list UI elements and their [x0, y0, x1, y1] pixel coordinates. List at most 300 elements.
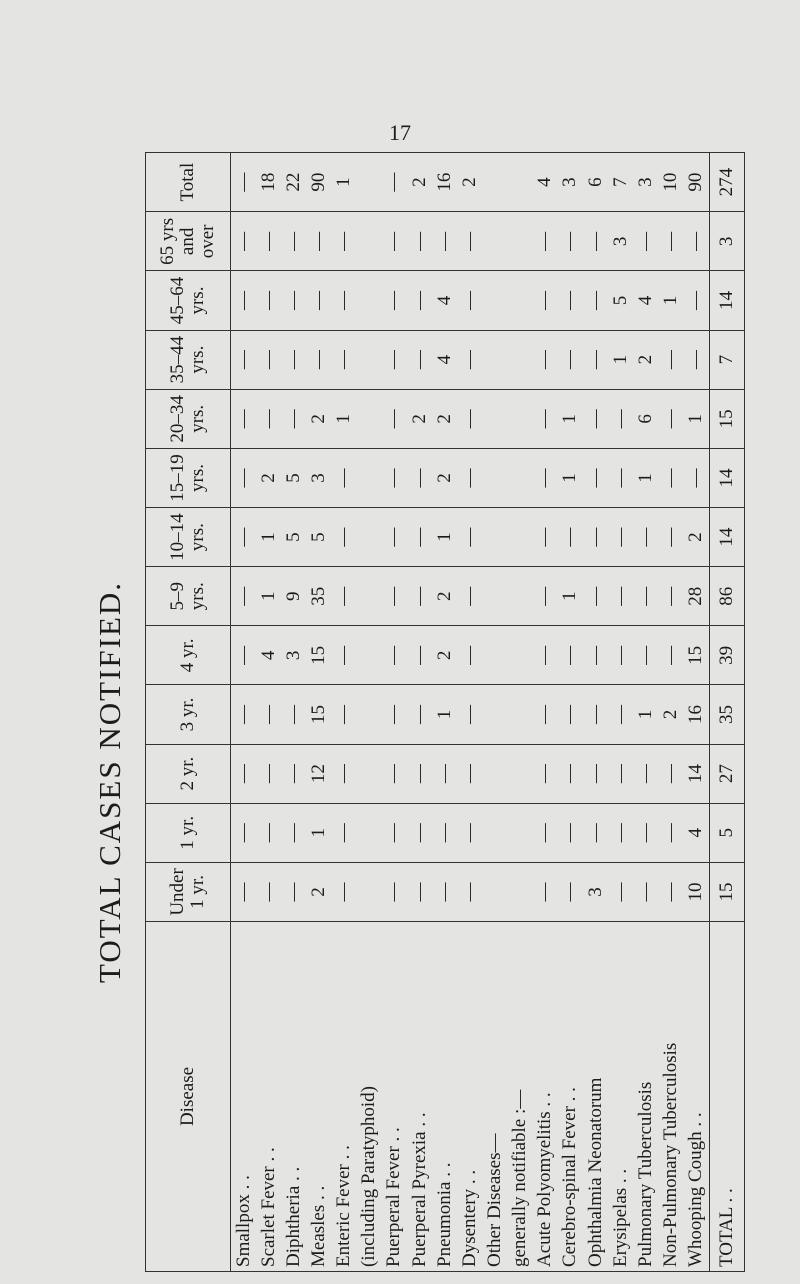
table-row [256, 153, 281, 1272]
count-cell [482, 508, 507, 567]
count-cell: — [658, 212, 683, 271]
count-cell: 10 [658, 153, 683, 212]
count-cell [357, 744, 382, 803]
count-cell: — [583, 685, 608, 744]
count-cell: 4 [533, 153, 558, 212]
count-cell: — [457, 448, 482, 507]
count-cell: — [382, 862, 407, 921]
count-cell: — [281, 803, 306, 862]
count-cell [357, 389, 382, 448]
count-cell: 28 [684, 567, 710, 626]
count-cell: 3 [558, 153, 583, 212]
count-cell: 5 [281, 448, 306, 507]
count-cell [508, 448, 533, 507]
count-cell: 2 [407, 389, 432, 448]
count-cell: 14 [709, 508, 744, 567]
count-cell: — [382, 744, 407, 803]
count-cell: — [231, 508, 257, 567]
count-cell: — [558, 271, 583, 330]
count-cell: — [306, 330, 331, 389]
count-cell: 3 [281, 626, 306, 685]
count-cell [508, 508, 533, 567]
count-cell: — [658, 626, 683, 685]
count-cell: — [382, 803, 407, 862]
count-cell: 2 [306, 862, 331, 921]
count-cell: 2 [633, 330, 658, 389]
count-cell: 1 [332, 389, 357, 448]
count-cell: — [407, 271, 432, 330]
count-cell [508, 212, 533, 271]
count-cell: — [407, 330, 432, 389]
count-cell: 6 [633, 389, 658, 448]
count-cell: — [231, 271, 257, 330]
count-cell: 2 [306, 389, 331, 448]
table-row [306, 153, 331, 1272]
count-cell: — [407, 685, 432, 744]
count-cell: — [256, 803, 281, 862]
count-cell: 2 [432, 448, 457, 507]
table-row [608, 153, 633, 1272]
count-cell: 1 [633, 448, 658, 507]
count-cell: — [608, 567, 633, 626]
count-cell: — [633, 508, 658, 567]
count-cell: — [306, 271, 331, 330]
page-title: TOTAL CASES NOTIFIED. [92, 580, 127, 984]
count-cell: 5 [608, 271, 633, 330]
count-cell: 4 [633, 271, 658, 330]
count-cell: — [583, 389, 608, 448]
count-cell [357, 212, 382, 271]
count-cell: — [231, 212, 257, 271]
count-cell: — [231, 744, 257, 803]
count-cell: — [633, 212, 658, 271]
header-cell: 5–9 yrs. [146, 567, 231, 626]
count-cell: — [608, 508, 633, 567]
count-cell: — [583, 271, 608, 330]
count-cell: — [608, 626, 633, 685]
count-cell: — [658, 448, 683, 507]
count-cell: — [608, 803, 633, 862]
count-cell: — [256, 685, 281, 744]
disease-name: Measles . . [306, 922, 331, 1272]
count-cell: — [432, 212, 457, 271]
header-cell: Total [146, 153, 231, 212]
count-cell [482, 389, 507, 448]
count-cell: — [332, 567, 357, 626]
count-cell: 4 [684, 803, 710, 862]
count-cell: — [256, 271, 281, 330]
count-cell: — [382, 271, 407, 330]
count-cell: 1 [608, 330, 633, 389]
count-cell: — [583, 567, 608, 626]
count-cell: 86 [709, 567, 744, 626]
count-cell: 15 [709, 389, 744, 448]
count-cell: — [558, 626, 583, 685]
count-cell [482, 744, 507, 803]
count-cell: 3 [633, 153, 658, 212]
count-cell: — [658, 508, 683, 567]
count-cell: — [583, 626, 608, 685]
table-row [658, 153, 683, 1272]
count-cell: — [332, 271, 357, 330]
count-cell: 5 [709, 803, 744, 862]
count-cell: — [558, 862, 583, 921]
count-cell: 9 [281, 567, 306, 626]
count-cell: 4 [432, 271, 457, 330]
table-row [457, 153, 482, 1272]
count-cell: — [684, 448, 710, 507]
table-row [382, 153, 407, 1272]
count-cell: 1 [332, 153, 357, 212]
table-row [583, 153, 608, 1272]
count-cell: 2 [658, 685, 683, 744]
count-cell: 1 [633, 685, 658, 744]
header-cell: 45–64 yrs. [146, 271, 231, 330]
count-cell: 2 [684, 508, 710, 567]
count-cell [482, 685, 507, 744]
disease-name: Enteric Fever . . [332, 922, 357, 1272]
count-cell [357, 153, 382, 212]
count-cell [357, 508, 382, 567]
count-cell: — [231, 389, 257, 448]
disease-name: TOTAL . . [709, 922, 744, 1272]
header-cell: 2 yr. [146, 744, 231, 803]
count-cell: 15 [684, 626, 710, 685]
count-cell: — [382, 330, 407, 389]
header-cell: 3 yr. [146, 685, 231, 744]
count-cell: 1 [306, 803, 331, 862]
count-cell: — [231, 448, 257, 507]
count-cell: — [382, 212, 407, 271]
disease-name: Dysentery . . [457, 922, 482, 1272]
count-cell: 6 [583, 153, 608, 212]
count-cell: 14 [709, 448, 744, 507]
table-row [231, 153, 257, 1272]
count-cell: 16 [432, 153, 457, 212]
count-cell: — [256, 212, 281, 271]
count-cell: — [633, 744, 658, 803]
count-cell: — [432, 803, 457, 862]
count-cell: — [658, 803, 683, 862]
count-cell: — [533, 212, 558, 271]
count-cell: — [281, 862, 306, 921]
count-cell: — [633, 862, 658, 921]
count-cell: — [432, 744, 457, 803]
count-cell [482, 626, 507, 685]
count-cell: 1 [256, 508, 281, 567]
count-cell: 2 [432, 389, 457, 448]
table-row [332, 153, 357, 1272]
disease-name: Whooping Cough . . [684, 922, 710, 1272]
disease-name: Cerebro-spinal Fever . . [558, 922, 583, 1272]
disease-name: Puerperal Fever . . [382, 922, 407, 1272]
header-cell: 1 yr. [146, 803, 231, 862]
count-cell: — [231, 567, 257, 626]
count-cell: — [256, 330, 281, 389]
count-cell: — [583, 744, 608, 803]
count-cell: — [231, 862, 257, 921]
count-cell: — [407, 744, 432, 803]
count-cell: — [558, 508, 583, 567]
count-cell: — [533, 567, 558, 626]
count-cell: 1 [432, 508, 457, 567]
count-cell [357, 626, 382, 685]
count-cell: 15 [306, 626, 331, 685]
count-cell: 90 [684, 153, 710, 212]
count-cell: — [533, 389, 558, 448]
header-cell: 4 yr. [146, 626, 231, 685]
count-cell: — [281, 685, 306, 744]
table-row [633, 153, 658, 1272]
disease-name: Non-Pulmonary Tuberculosis [658, 922, 683, 1272]
count-cell: 3 [709, 212, 744, 271]
count-cell: 1 [684, 389, 710, 448]
count-cell: — [457, 271, 482, 330]
count-cell: — [281, 389, 306, 448]
count-cell: — [407, 626, 432, 685]
count-cell: — [658, 862, 683, 921]
count-cell [357, 330, 382, 389]
count-cell: 10 [684, 862, 710, 921]
count-cell: — [457, 330, 482, 389]
table-row [508, 153, 533, 1272]
count-cell: — [231, 153, 257, 212]
count-cell [508, 626, 533, 685]
count-cell: — [457, 212, 482, 271]
count-cell: — [332, 330, 357, 389]
count-cell: 1 [432, 685, 457, 744]
count-cell [508, 271, 533, 330]
table-row [432, 153, 457, 1272]
disease-name: Diphtheria . . [281, 922, 306, 1272]
count-cell [508, 862, 533, 921]
count-cell: — [256, 744, 281, 803]
count-cell: 12 [306, 744, 331, 803]
count-cell: — [407, 508, 432, 567]
count-cell [508, 567, 533, 626]
count-cell: — [558, 330, 583, 389]
disease-name: generally notifiable :— [508, 922, 533, 1272]
count-cell: — [558, 744, 583, 803]
header-cell: 65 yrs and over [146, 212, 231, 271]
count-cell: — [407, 212, 432, 271]
count-cell [482, 448, 507, 507]
disease-name: Ophthalmia Neonatorum [583, 922, 608, 1272]
count-cell: — [281, 212, 306, 271]
count-cell: — [432, 862, 457, 921]
count-cell: — [533, 685, 558, 744]
count-cell: 5 [281, 508, 306, 567]
count-cell: — [332, 685, 357, 744]
count-cell [482, 271, 507, 330]
total-row [709, 153, 744, 1272]
count-cell: — [407, 567, 432, 626]
count-cell: — [658, 330, 683, 389]
count-cell: — [256, 389, 281, 448]
cases-table [145, 152, 745, 1272]
count-cell: — [382, 153, 407, 212]
count-cell: — [382, 626, 407, 685]
count-cell: 1 [558, 567, 583, 626]
count-cell: — [583, 508, 608, 567]
count-cell: — [382, 448, 407, 507]
count-cell: — [533, 448, 558, 507]
count-cell [357, 803, 382, 862]
disease-name: (including Paratyphoid) [357, 922, 382, 1272]
count-cell: — [558, 803, 583, 862]
count-cell [482, 330, 507, 389]
count-cell: — [231, 803, 257, 862]
count-cell: — [382, 389, 407, 448]
count-cell: — [608, 685, 633, 744]
count-cell: — [658, 567, 683, 626]
count-cell [508, 685, 533, 744]
count-cell: — [332, 212, 357, 271]
count-cell: — [533, 271, 558, 330]
count-cell: 7 [709, 330, 744, 389]
count-cell: 2 [407, 153, 432, 212]
count-cell: 2 [432, 626, 457, 685]
count-cell [508, 153, 533, 212]
count-cell: — [332, 448, 357, 507]
count-cell [482, 567, 507, 626]
count-cell: 1 [256, 567, 281, 626]
count-cell: — [457, 862, 482, 921]
count-cell: — [281, 330, 306, 389]
count-cell: — [608, 448, 633, 507]
count-cell [508, 744, 533, 803]
count-cell: 274 [709, 153, 744, 212]
count-cell: — [281, 744, 306, 803]
table-row [281, 153, 306, 1272]
table-row [533, 153, 558, 1272]
count-cell: 4 [256, 626, 281, 685]
disease-name: Scarlet Fever . . [256, 922, 281, 1272]
table-row [684, 153, 710, 1272]
count-cell: 16 [684, 685, 710, 744]
count-cell: — [684, 330, 710, 389]
disease-name: Puerperal Pyrexia . . [407, 922, 432, 1272]
count-cell [357, 271, 382, 330]
count-cell: — [533, 862, 558, 921]
table-row [357, 153, 382, 1272]
count-cell: — [231, 626, 257, 685]
count-cell: — [457, 567, 482, 626]
count-cell: — [407, 803, 432, 862]
count-cell: — [382, 685, 407, 744]
count-cell: 7 [608, 153, 633, 212]
table-row [558, 153, 583, 1272]
count-cell: 35 [306, 567, 331, 626]
count-cell: — [231, 330, 257, 389]
count-cell: — [332, 508, 357, 567]
count-cell [357, 448, 382, 507]
count-cell: — [256, 862, 281, 921]
disease-name: Acute Polyomyelitis . . [533, 922, 558, 1272]
count-cell: — [583, 803, 608, 862]
count-cell: — [533, 626, 558, 685]
count-cell [482, 153, 507, 212]
count-cell: 1 [558, 448, 583, 507]
count-cell: — [457, 508, 482, 567]
count-cell [357, 567, 382, 626]
count-cell: — [583, 330, 608, 389]
count-cell: — [533, 803, 558, 862]
count-cell: — [608, 744, 633, 803]
count-cell: — [608, 862, 633, 921]
count-cell [508, 330, 533, 389]
count-cell [508, 389, 533, 448]
count-cell: 90 [306, 153, 331, 212]
count-cell: 14 [684, 744, 710, 803]
table-row [482, 153, 507, 1272]
count-cell: — [407, 448, 432, 507]
count-cell: — [558, 685, 583, 744]
count-cell [508, 803, 533, 862]
count-cell: 3 [583, 862, 608, 921]
count-cell: — [558, 212, 583, 271]
count-cell: — [457, 626, 482, 685]
count-cell: 1 [658, 271, 683, 330]
count-cell: — [684, 271, 710, 330]
count-cell: — [332, 626, 357, 685]
count-cell [357, 862, 382, 921]
count-cell: — [633, 626, 658, 685]
count-cell [482, 803, 507, 862]
header-cell: 10–14 yrs. [146, 508, 231, 567]
count-cell: 2 [256, 448, 281, 507]
count-cell: 27 [709, 744, 744, 803]
header-cell: 35–44 yrs. [146, 330, 231, 389]
count-cell: 15 [306, 685, 331, 744]
header-cell: 20–34 yrs. [146, 389, 231, 448]
count-cell: — [633, 567, 658, 626]
count-cell: — [332, 744, 357, 803]
count-cell [482, 212, 507, 271]
count-cell: — [281, 271, 306, 330]
count-cell: 22 [281, 153, 306, 212]
count-cell: 2 [432, 567, 457, 626]
count-cell: — [306, 212, 331, 271]
count-cell: 15 [709, 862, 744, 921]
count-cell: 3 [608, 212, 633, 271]
count-cell: 4 [432, 330, 457, 389]
count-cell: — [583, 448, 608, 507]
count-cell: — [332, 803, 357, 862]
count-cell [357, 685, 382, 744]
count-cell: — [633, 803, 658, 862]
count-cell: 14 [709, 271, 744, 330]
count-cell [482, 862, 507, 921]
count-cell: 18 [256, 153, 281, 212]
disease-name: Other Diseases— [482, 922, 507, 1272]
count-cell: 5 [306, 508, 331, 567]
count-cell: — [231, 685, 257, 744]
disease-name: Pulmonary Tuberculosis [633, 922, 658, 1272]
count-cell: — [658, 744, 683, 803]
disease-name: Smallpox . . [231, 922, 257, 1272]
count-cell: — [583, 212, 608, 271]
count-cell: — [533, 330, 558, 389]
header-cell: Under 1 yr. [146, 862, 231, 921]
count-cell: 2 [457, 153, 482, 212]
count-cell: — [533, 508, 558, 567]
count-cell: — [533, 744, 558, 803]
table-row [407, 153, 432, 1272]
count-cell: 35 [709, 685, 744, 744]
count-cell: 1 [558, 389, 583, 448]
count-cell: — [658, 389, 683, 448]
